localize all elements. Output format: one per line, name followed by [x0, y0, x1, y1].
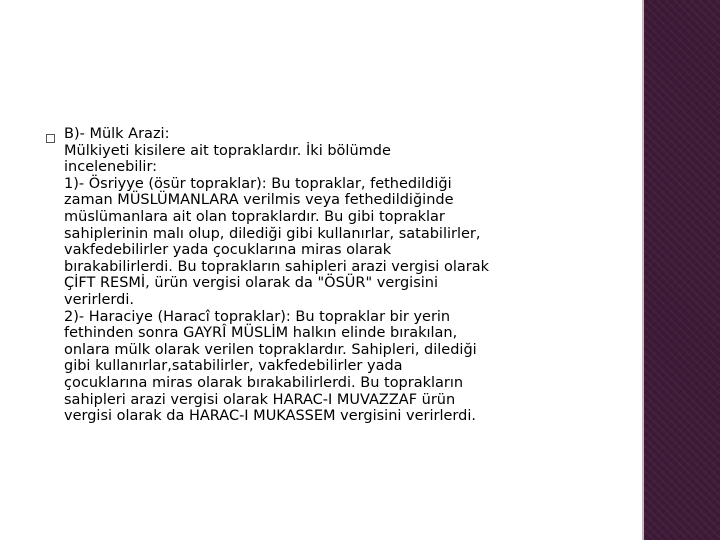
text-line: B)- Mülk Arazi: — [64, 126, 170, 142]
text-line: gibi kullanırlar,satabilirler, vakfedebilirler yada — [64, 358, 403, 375]
text-line: Mülkiyeti kisilere ait topraklardır. İki bölümde — [64, 142, 391, 159]
text-line: 1)- Ösriyye (ösür topraklar): Bu topraklar, fethedildiği — [64, 175, 452, 192]
slide-body-text — [64, 126, 624, 425]
text-line: verirlerdi. — [64, 291, 134, 308]
text-line: sahiplerinin malı olup, dilediği gibi kullanırlar, satabilirler, — [64, 225, 481, 242]
text-line: sahipleri arazi vergisi olarak HARAC-I MUVAZZAF ürün — [64, 391, 456, 408]
decorative-sidebar — [644, 0, 720, 540]
text-line: fethinden sonra GAYRÎ MÜSLİM halkın elinde bırakılan, — [64, 325, 458, 342]
text-line: zaman MÜSLÜMANLARA verilmis veya fethedildiğinde — [64, 192, 454, 209]
text-line: vakfedebilirler yada çocuklarına miras olarak — [64, 242, 392, 259]
square-bullet-icon — [46, 134, 55, 143]
text-line: onlara mülk olarak verilen topraklardır. Sahipleri, dilediği — [64, 341, 477, 358]
text-line: incelenebilir: — [64, 159, 158, 176]
text-line: bırakabilirlerdi. Bu toprakların sahipleri arazi vergisi olarak — [64, 258, 489, 275]
text-line: çocuklarına miras olarak bırakabilirlerdi. Bu toprakların — [64, 374, 464, 391]
text-line: ÇİFT RESMİ, ürün vergisi olarak da "ÖSÜR" vergisini — [64, 275, 439, 292]
text-line: 2)- Haraciye (Haracî topraklar): Bu topraklar bir yerin — [64, 308, 451, 325]
text-line: vergisi olarak da HARAC-I MUKASSEM vergisini verirlerdi. — [64, 408, 476, 425]
text-line: müslümanlara ait olan topraklardır. Bu gibi topraklar — [64, 208, 445, 225]
